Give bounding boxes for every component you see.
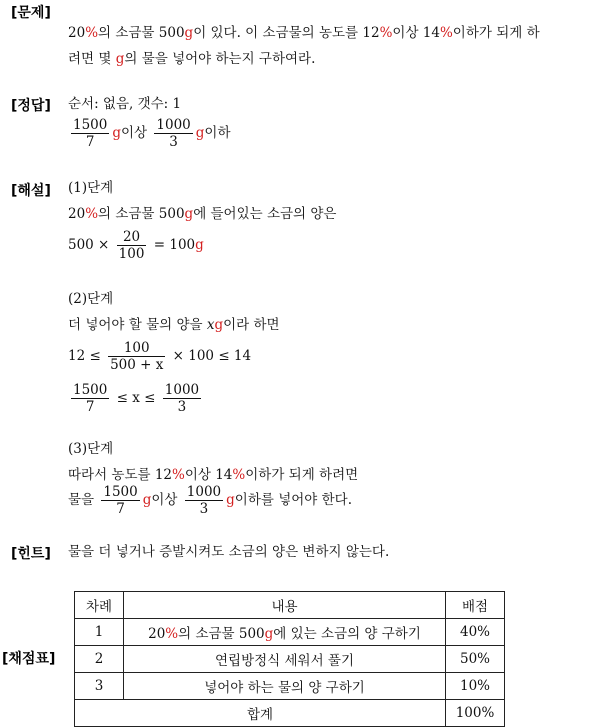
fraction: $\frac{1500}{7}$ — [103, 484, 138, 517]
fraction: $\frac{1000}{3}$ — [186, 484, 222, 517]
fraction: $\frac{1500}{7}$ — [73, 117, 108, 150]
row-order: 1 — [75, 619, 124, 646]
row-content: 20%의 소금물 500g에 있는 소금의 양 구하기 — [124, 619, 446, 646]
table-row — [75, 673, 505, 700]
problem-line-2: 려면 몇 g의 물을 넣어야 하는지 구하여라. — [68, 51, 316, 67]
solution-label: [해설] — [11, 183, 51, 199]
hint-text: 물을 더 넣거나 증발시켜도 소금의 양은 변하지 않는다. — [68, 544, 390, 560]
step-2-inequality-1: 12 ≤ $\frac{100}{500 + x}$ × 100 ≤ 14 — [68, 340, 252, 373]
step-2-text: 더 넣어야 할 물의 양을 xg이라 하면 — [68, 317, 280, 333]
fraction: $\frac{20}{100}$ — [118, 229, 145, 262]
header-score: 배점 — [446, 592, 505, 619]
scoring-table — [74, 591, 505, 727]
total-score: 100% — [446, 700, 505, 727]
step-3-text-2: 물을 $\frac{1500}{7}$ g이상 $\frac{1000}{3}$ g이하를 넣어야 한다. — [68, 484, 352, 517]
header-order: 차례 — [75, 592, 124, 619]
step-1-text: 20%의 소금물 500g에 들어있는 소금의 양은 — [68, 206, 337, 222]
table-total-row — [75, 700, 505, 727]
fraction: $\frac{1000}{3}$ — [164, 382, 200, 415]
row-score: 10% — [446, 673, 505, 700]
step-2-title: (2)단계 — [68, 291, 114, 307]
fraction: $\frac{100}{500 + x}$ — [110, 340, 164, 373]
step-1-title: (1)단계 — [68, 180, 114, 196]
answer-label: [정답] — [11, 98, 51, 114]
step-3-text-1: 따라서 농도를 12%이상 14%이하가 되게 하려면 — [68, 467, 359, 483]
row-order: 2 — [75, 646, 124, 673]
scoring-label: [채점표] — [2, 651, 56, 667]
row-content: 넣어야 하는 물의 양 구하기 — [124, 673, 446, 700]
table-header-row — [75, 592, 505, 619]
step-2-inequality-2: $\frac{1500}{7}$ ≤ x ≤ $\frac{1000}{3}$ — [73, 382, 200, 415]
step-3-title: (3)단계 — [68, 441, 114, 457]
answer-line-1: 순서: 없음, 갯수: 1 — [68, 96, 182, 112]
row-score: 50% — [446, 646, 505, 673]
fraction: $\frac{1000}{3}$ — [156, 117, 191, 150]
step-1-equation: 500 × $\frac{20}{100}$ = 100g — [68, 229, 204, 262]
header-content: 내용 — [124, 592, 446, 619]
problem-line-1: 20%의 소금물 500g이 있다. 이 소금물의 농도를 12%이상 14%이하가 되게 하 — [68, 25, 540, 41]
table-row — [75, 646, 505, 673]
table-row — [75, 619, 505, 646]
row-score: 40% — [446, 619, 505, 646]
problem-label: [문제] — [11, 5, 51, 21]
answer-line-2: $\frac{1500}{7}$ g이상 $\frac{1000}{3}$ g이하 — [73, 117, 231, 150]
row-order: 3 — [75, 673, 124, 700]
fraction: $\frac{1500}{7}$ — [73, 382, 108, 415]
row-content: 연립방정식 세워서 풀기 — [124, 646, 446, 673]
total-label: 합계 — [75, 700, 446, 727]
hint-label: [힌트] — [11, 546, 51, 562]
